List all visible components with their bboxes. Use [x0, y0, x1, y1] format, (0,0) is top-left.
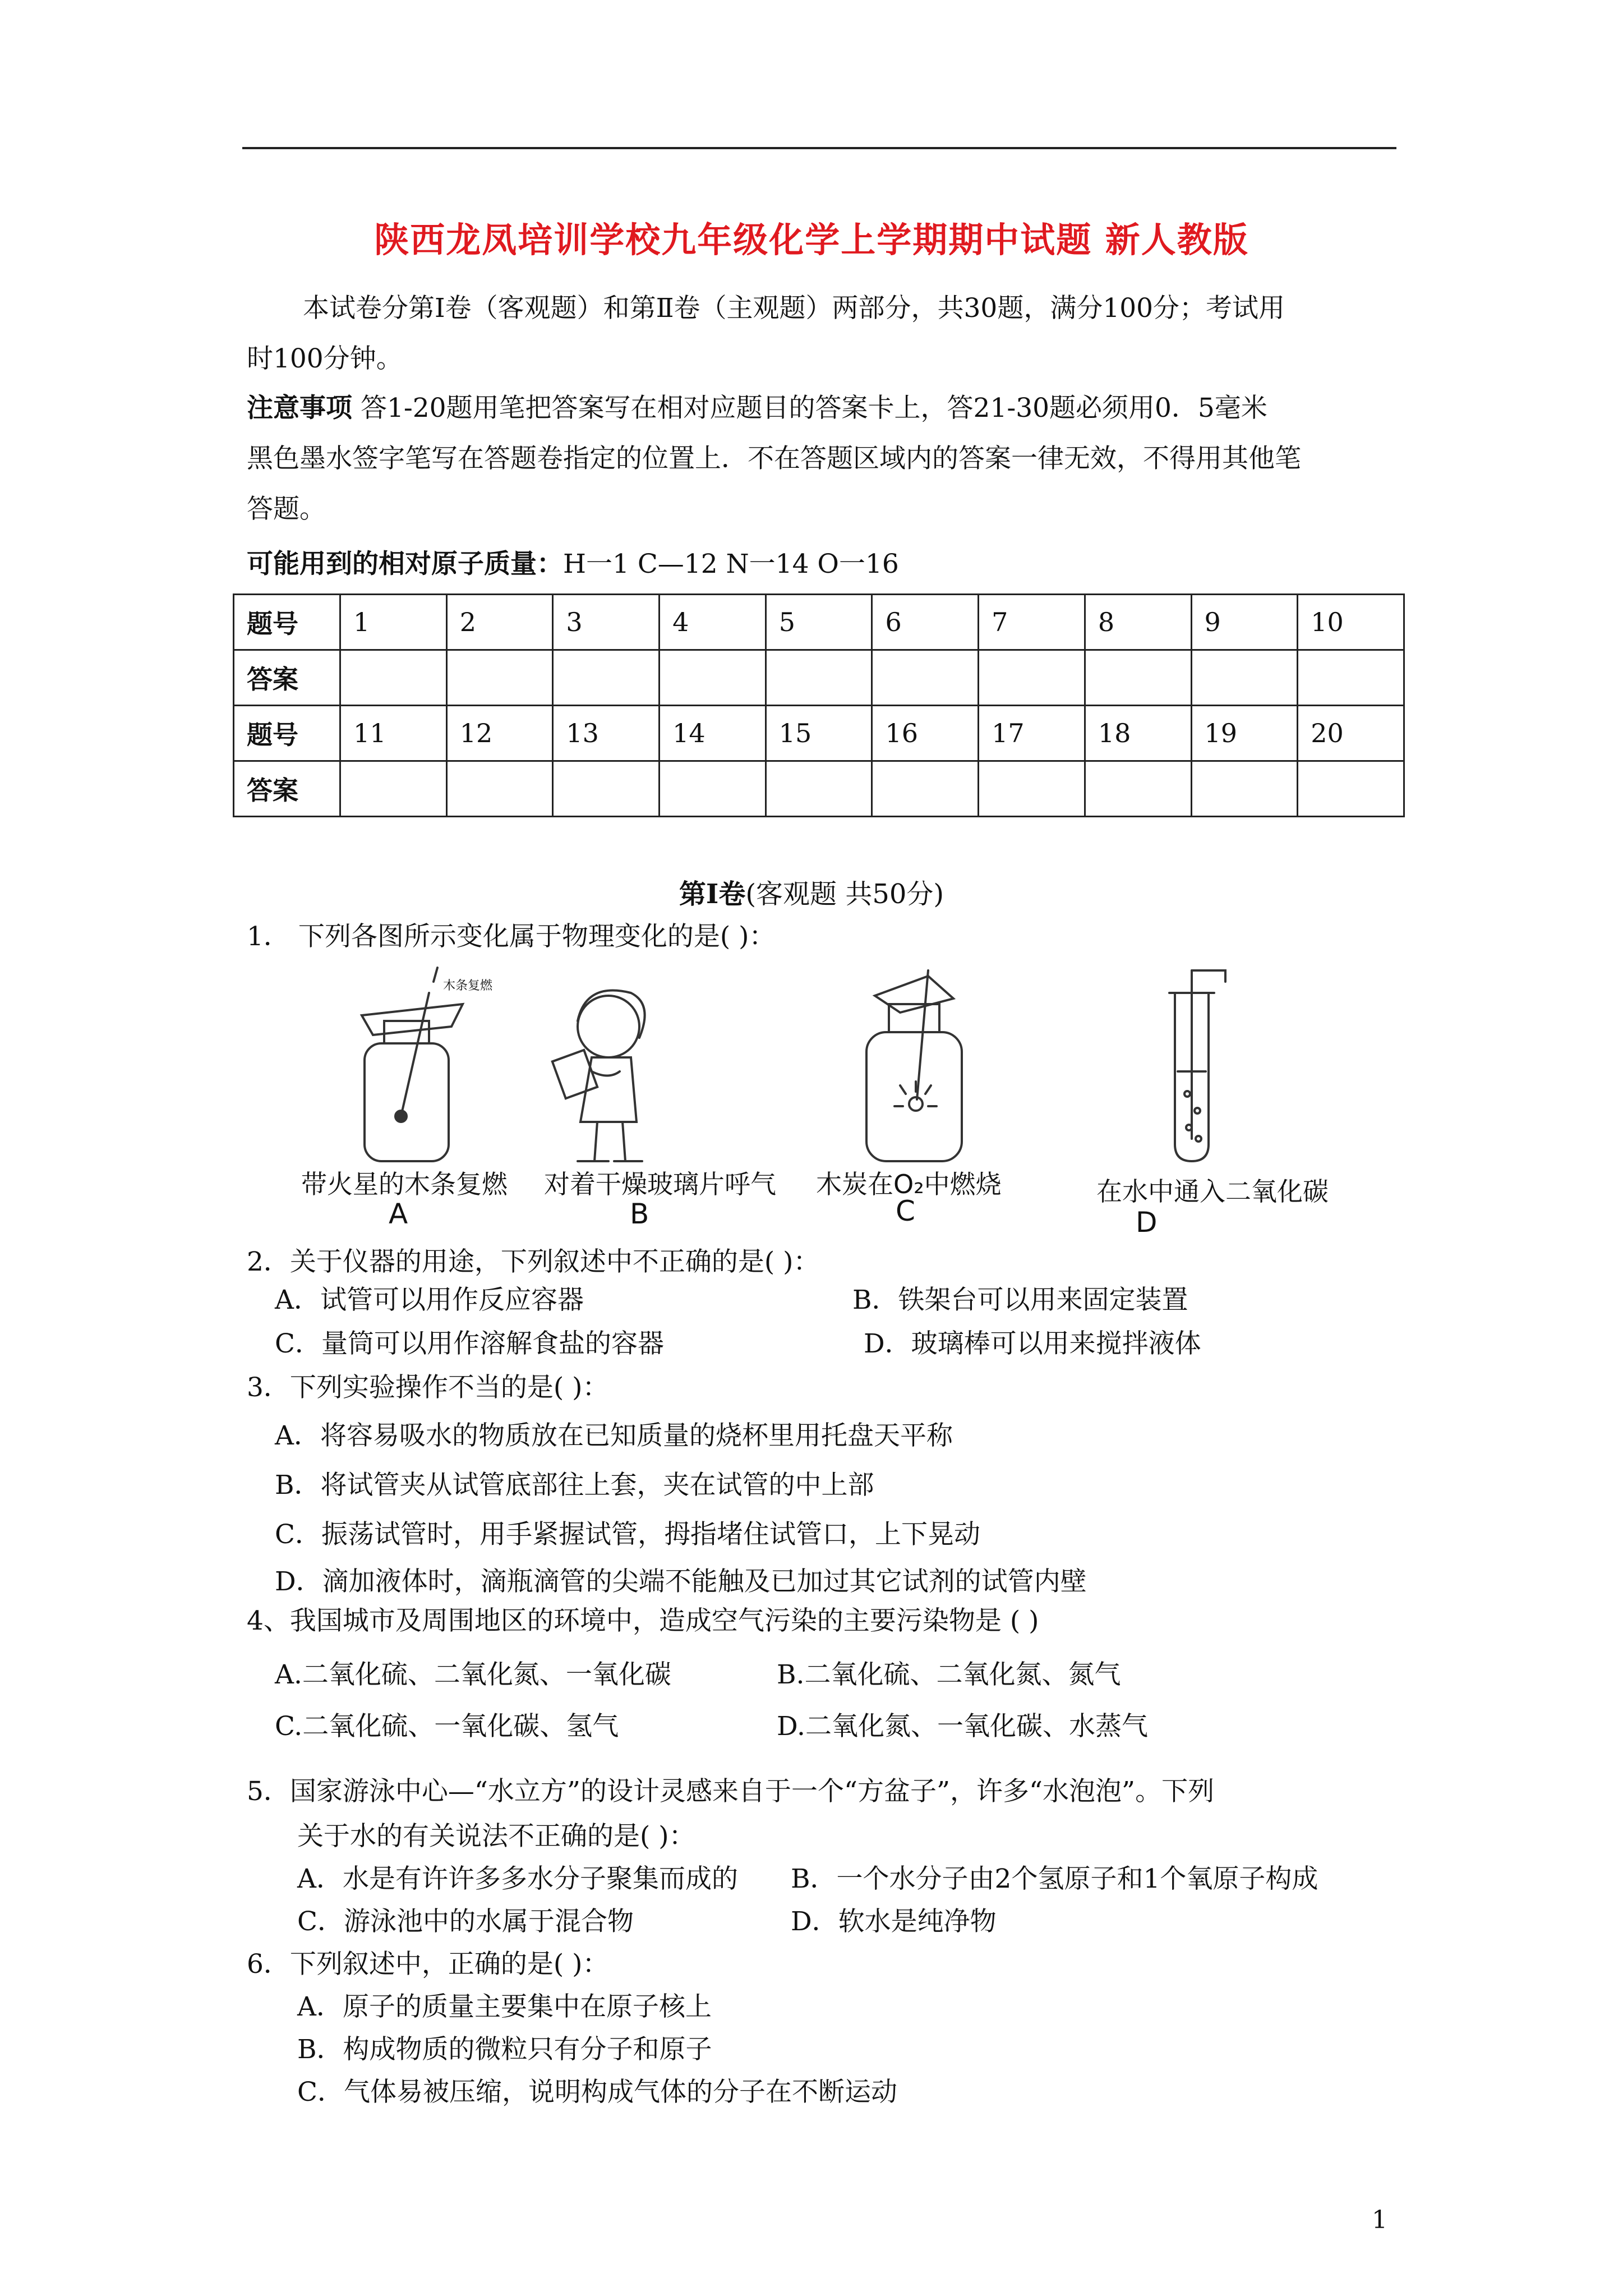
q1-a-tag: 木条复燃: [443, 979, 493, 993]
answer-cell[interactable]: [446, 761, 553, 817]
table-cell: 19: [1191, 706, 1298, 761]
answer-cell[interactable]: [340, 761, 447, 817]
answer-cell[interactable]: [1298, 761, 1404, 817]
table-cell: 17: [979, 706, 1085, 761]
q5-option-c: C．游泳池中的水属于混合物: [297, 1906, 634, 1937]
table-cell: 3: [553, 595, 660, 650]
q1-letter-a: A: [389, 1198, 408, 1230]
answer-table: [233, 593, 1405, 817]
section-title-bold: 第Ⅰ卷: [679, 878, 746, 910]
table-cell: 14: [660, 706, 766, 761]
answer-cell[interactable]: [660, 650, 766, 706]
q1-caption-b: 对着干燥玻璃片呼气: [544, 1169, 776, 1199]
notice-line-3: 答题。: [247, 494, 326, 524]
table-cell: 4: [660, 595, 766, 650]
table-row: [234, 761, 1404, 817]
document-title: 陕西龙凤培训学校九年级化学上学期期中试题 新人教版: [374, 219, 1249, 260]
answer-cell[interactable]: [979, 650, 1085, 706]
table-label-no: 题号: [234, 595, 340, 650]
answer-cell[interactable]: [979, 761, 1085, 817]
table-cell: 11: [340, 706, 447, 761]
q5-option-d: D．软水是纯净物: [791, 1906, 997, 1937]
table-cell: 6: [872, 595, 979, 650]
girl-icon: [552, 991, 645, 1161]
bottle-a-icon: [362, 968, 463, 1161]
table-cell: 8: [1085, 595, 1191, 650]
table-label-ans: 答案: [234, 761, 340, 817]
table-cell: 1: [340, 595, 447, 650]
notice-line-2: 黑色墨水签字笔写在答题卷指定的位置上．不在答题区域内的答案一律无效，不得用其他笔: [247, 443, 1301, 474]
table-cell: 5: [766, 595, 872, 650]
table-label-ans: 答案: [234, 650, 340, 706]
q3-option-b: B．将试管夹从试管底部往上套，夹在试管的中上部: [275, 1470, 874, 1501]
answer-cell[interactable]: [766, 650, 872, 706]
intro-line-1: 本试卷分第Ⅰ卷（客观题）和第Ⅱ卷（主观题）两部分，共30题，满分100分；考试用: [303, 293, 1285, 324]
intro-line-2: 时100分钟。: [247, 343, 403, 374]
table-cell: 7: [979, 595, 1085, 650]
header-rule: [242, 147, 1396, 149]
q3-option-c: C．振荡试管时，用手紧握试管，拇指堵住试管口，上下晃动: [275, 1519, 980, 1550]
table-row: [234, 650, 1404, 706]
notice-label: 注意事项: [247, 393, 352, 424]
bottle-c-icon: [866, 970, 962, 1161]
answer-cell[interactable]: [446, 650, 553, 706]
q3-stem: 3．下列实验操作不当的是( )：: [247, 1372, 609, 1403]
q1-letter-c: C: [896, 1195, 915, 1227]
answer-cell[interactable]: [1191, 761, 1298, 817]
answer-cell[interactable]: [872, 761, 979, 817]
table-cell: 18: [1085, 706, 1191, 761]
q6-stem: 6．下列叙述中，正确的是( )：: [247, 1949, 609, 1980]
answer-cell[interactable]: [1085, 650, 1191, 706]
section-title: [0, 872, 1623, 911]
q5-stem-1: 5．国家游泳中心—“水立方”的设计灵感来自于一个“方盆子”，许多“水泡泡”。下列: [247, 1776, 1215, 1807]
table-cell: 16: [872, 706, 979, 761]
q2-option-d: D．玻璃棒可以用来搅拌液体: [864, 1328, 1201, 1359]
q1-letter-b: B: [630, 1198, 649, 1230]
table-label-no: 题号: [234, 706, 340, 761]
q6-option-c: C．气体易被压缩，说明构成气体的分子在不断运动: [297, 2077, 897, 2108]
answer-cell[interactable]: [553, 761, 660, 817]
table-cell: 9: [1191, 595, 1298, 650]
table-cell: 12: [446, 706, 553, 761]
q2-option-b: B．铁架台可以用来固定装置: [852, 1285, 1188, 1315]
test-tube-d-icon: [1169, 970, 1225, 1161]
q1-caption-a: 带火星的木条复燃: [301, 1169, 508, 1199]
table-cell: 15: [766, 706, 872, 761]
q1-figure: [294, 959, 1343, 1240]
notice-line-1: [247, 393, 1267, 424]
answer-cell[interactable]: [1085, 761, 1191, 817]
q2-stem: 2．关于仪器的用途，下列叙述中不正确的是( )：: [247, 1246, 820, 1277]
table-cell: 20: [1298, 706, 1404, 761]
section-title-rest: (客观题 共50分): [745, 878, 944, 910]
q4-option-c: C.二氧化硫、一氧化碳、氢气: [275, 1711, 619, 1742]
notice-text-1: 答1-20题用笔把答案写在相对应题目的答案卡上，答21-30题必须用0．5毫米: [360, 393, 1267, 424]
q5-option-a: A．水是有许许多多水分子聚集而成的: [297, 1864, 738, 1894]
page-number: 1: [1372, 2206, 1387, 2234]
atomic-mass-label: 可能用到的相对原子质量：: [247, 549, 563, 579]
q3-option-a: A．将容易吸水的物质放在已知质量的烧杯里用托盘天平称: [275, 1420, 953, 1451]
q1-caption-c: 木炭在O₂中燃烧: [816, 1169, 1002, 1199]
q1-letter-d: D: [1136, 1206, 1158, 1239]
answer-cell[interactable]: [660, 761, 766, 817]
q6-option-a: A．原子的质量主要集中在原子核上: [297, 1991, 712, 2022]
q1-caption-d: 在水中通入二氧化碳: [1096, 1176, 1329, 1207]
q6-option-b: B．构成物质的微粒只有分子和原子: [297, 2034, 712, 2065]
q5-option-b: B．一个水分子由2个氢原子和1个氧原子构成: [791, 1864, 1318, 1894]
answer-cell[interactable]: [766, 761, 872, 817]
answer-cell[interactable]: [1298, 650, 1404, 706]
atomic-mass-line: [247, 549, 899, 580]
table-row: [234, 595, 1404, 650]
q2-option-a: A．试管可以用作反应容器: [275, 1285, 584, 1315]
q4-stem: 4、我国城市及周围地区的环境中，造成空气污染的主要污染物是 ( ): [247, 1605, 1039, 1636]
q1-stem: 1． 下列各图所示变化属于物理变化的是( )：: [247, 921, 776, 952]
answer-cell[interactable]: [340, 650, 447, 706]
table-row: [234, 706, 1404, 761]
answer-cell[interactable]: [872, 650, 979, 706]
q4-option-d: D.二氧化氮、一氧化碳、水蒸气: [777, 1711, 1148, 1742]
q4-option-a: A.二氧化硫、二氧化氮、一氧化碳: [275, 1659, 671, 1690]
q3-option-d: D．滴加液体时，滴瓶滴管的尖端不能触及已加过其它试剂的试管内壁: [275, 1566, 1087, 1597]
atomic-mass-values: H一1 C—12 N一14 O一16: [563, 549, 899, 579]
table-cell: 13: [553, 706, 660, 761]
q2-option-c: C．量筒可以用作溶解食盐的容器: [275, 1328, 664, 1359]
answer-cell[interactable]: [1191, 650, 1298, 706]
table-cell: 10: [1298, 595, 1404, 650]
table-cell: 2: [446, 595, 553, 650]
answer-cell[interactable]: [553, 650, 660, 706]
q4-option-b: B.二氧化硫、二氧化氮、氮气: [777, 1659, 1121, 1690]
q5-stem-2: 关于水的有关说法不正确的是( )：: [297, 1821, 695, 1852]
